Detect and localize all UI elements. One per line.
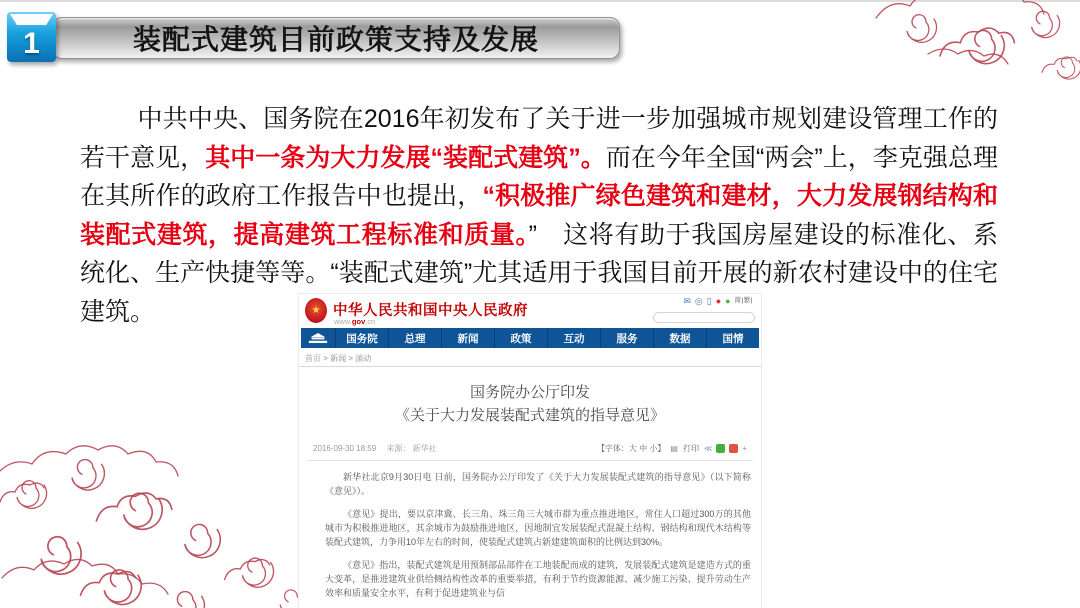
nav-item-4[interactable]: 政策 <box>494 328 547 348</box>
nav-item-6[interactable]: 服务 <box>600 328 653 348</box>
article-date: 2016-09-30 18:59 <box>313 443 377 453</box>
paragraph-segment: 中共中央、国务院在2016年初发布了关于进一步加强城市规划建设管理工作的若干意见， <box>80 105 998 172</box>
article-title-line2: 《关于大力发展装配式建筑的指导意见》 <box>394 407 665 425</box>
title-bar-plate <box>52 17 620 59</box>
article-paragraph: 《意见》提出，要以京津冀、长三角、珠三角三大城市群为重点推进地区，常住人口超过300万的其他城市为积极推进地区，其余城市为鼓励推进地区，因地制宜发展装配式混凝土结构、钢结构和现代木结构等装配式建筑，力争用10年左右的时间，使装配式建筑占新建建筑面积的比例达到30%。 <box>325 508 751 547</box>
url-prefix: www. <box>334 317 352 326</box>
more-share-icon[interactable]: + <box>742 443 747 453</box>
mail-icon[interactable]: ✉ <box>683 296 691 306</box>
gov-nav-bar <box>301 328 759 348</box>
print-button[interactable]: 打印 <box>682 443 699 453</box>
breadcrumb[interactable]: 首页 > 新闻 > 滚动 <box>305 354 372 363</box>
nav-item-3[interactable]: 新闻 <box>441 328 494 348</box>
rss-icon[interactable]: ◎ <box>694 296 703 306</box>
emblem-star-icon: ★ <box>311 304 321 316</box>
national-emblem-icon <box>305 298 327 323</box>
share-icon[interactable]: ≪ <box>703 443 713 453</box>
article-paragraph: 新华社北京9月30日电 日前，国务院办公厅印发了《关于大力发展装配式建筑的指导意见》（以下简称《意见》）。 <box>325 471 751 496</box>
article-paragraph: 《意见》指出，装配式建筑是用预制部品部件在工地装配而成的建筑，发展装配式建筑是建造方式的重大变革，是推进建筑业供给侧结构性改革的重要举措，有利于节约资源能源、减少施工污染、提升劳动生产效率和质量安全水平，有利于促进建筑业与信 <box>325 559 751 598</box>
gov-nav-items <box>335 328 759 348</box>
share-icons <box>704 444 747 453</box>
paragraph-segment: 而在今年全国“两会”上，李克强总理在其所作的政府工作报告中也提出， <box>80 143 998 210</box>
cloud-decoration-top-right <box>870 0 1080 102</box>
font-size-controls[interactable]: 【字体：大 中 小】 <box>596 443 666 453</box>
gov-header <box>299 294 761 328</box>
lang-links[interactable]: 简|繁| <box>734 297 753 305</box>
paragraph-segment: 其中一条为大力发展“装配式建筑”。 <box>205 143 606 172</box>
nav-item-5[interactable]: 互动 <box>547 328 600 348</box>
source-label: 来源： <box>386 443 411 453</box>
nav-item-8[interactable]: 国情 <box>706 328 759 348</box>
url-gov: gov <box>351 317 366 326</box>
cloud-decoration-bottom-left <box>0 428 312 608</box>
wechat-icon[interactable]: ● <box>725 296 731 306</box>
article-title-line1: 国务院办公厅印发 <box>469 384 590 401</box>
weibo-share-icon[interactable] <box>729 444 738 453</box>
article <box>299 367 761 608</box>
article-meta <box>307 443 753 454</box>
gov-header-icons <box>683 297 753 306</box>
article-meta-left <box>313 443 437 454</box>
source-value: 新华社 <box>412 443 437 453</box>
title-bar <box>0 0 640 72</box>
article-body <box>307 470 753 600</box>
print-icon: ▤ <box>670 443 678 453</box>
mobile-icon[interactable]: ▯ <box>706 296 712 306</box>
url-suffix: .cn <box>365 317 376 326</box>
nav-item-1[interactable]: 国务院 <box>335 328 388 348</box>
section-number-badge <box>7 12 56 62</box>
gov-home-icon[interactable] <box>301 328 335 348</box>
gov-site-url <box>334 317 375 326</box>
search-input[interactable] <box>653 312 755 323</box>
gov-site-title: 中华人民共和国中央人民政府 <box>333 303 528 319</box>
paragraph-segment: ” 这将有助于我国房屋建设的标准化、系统化、生产快捷等等。“装配式建筑”尤其适用于我国目前开展的新农村建设中的住宅建筑。 <box>80 220 998 326</box>
weibo-icon[interactable]: ● <box>715 296 722 306</box>
gov-website-screenshot <box>299 294 761 608</box>
nav-item-7[interactable]: 数据 <box>653 328 706 348</box>
wechat-share-icon[interactable] <box>716 444 725 453</box>
page-title: 装配式建筑目前政策支持及发展 <box>132 24 539 55</box>
divider <box>307 460 753 461</box>
paragraph-segment: “积极推广绿色建筑和建材，大力发展钢结构和装配式建筑，提高建筑工程标准和质量。 <box>80 182 998 249</box>
nav-item-2[interactable]: 总理 <box>388 328 441 348</box>
section-number: 1 <box>23 27 40 60</box>
article-meta-right <box>597 443 747 454</box>
